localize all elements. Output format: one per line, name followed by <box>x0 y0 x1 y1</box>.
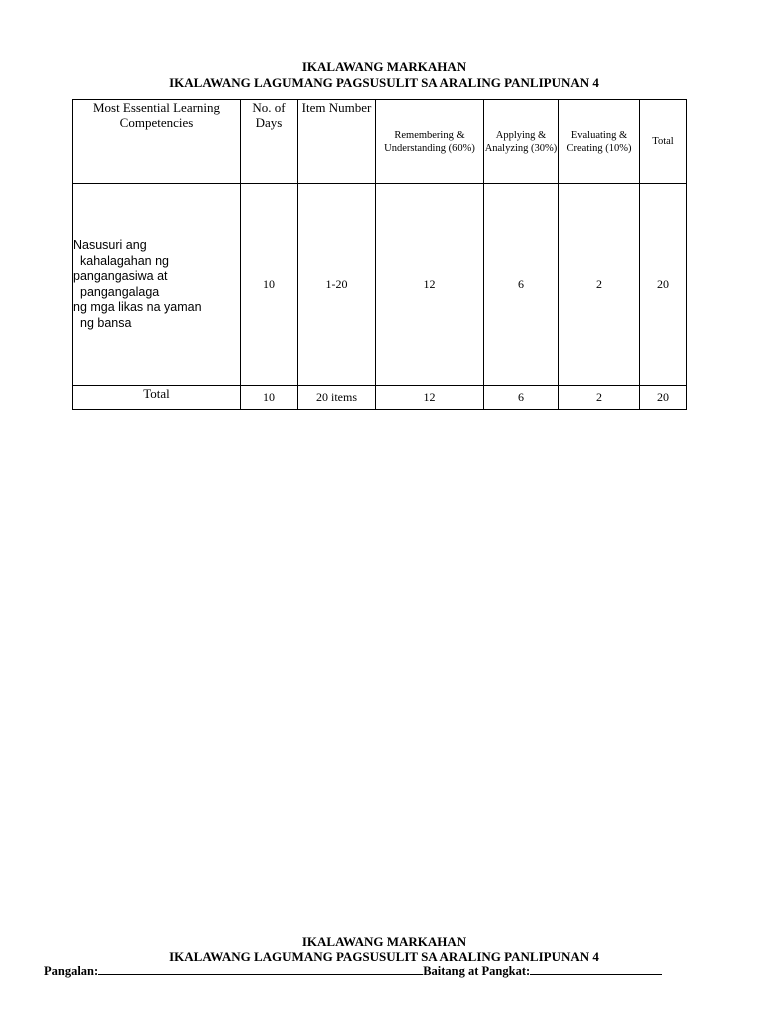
competency-line: pangangasiwa at <box>73 269 168 283</box>
competency-line: pangangalaga <box>80 284 160 299</box>
competency-line: ng mga likas na yaman <box>73 300 202 314</box>
header-days: No. of Days <box>241 100 298 184</box>
student-info-fields <box>44 963 744 979</box>
totals-total: 20 <box>640 386 687 410</box>
doc-title: IKALAWANG MARKAHAN <box>301 59 467 74</box>
footer-title: IKALAWANG MARKAHAN <box>301 934 467 949</box>
grade-label: Baitang at Pangkat: <box>423 964 531 978</box>
totals-evaluating: 2 <box>559 386 640 410</box>
name-label: Pangalan: <box>44 964 99 978</box>
header-evaluating: Evaluating & Creating (10%) <box>559 100 640 184</box>
header-remembering: Remembering & Understanding (60%) <box>376 100 484 184</box>
table-row <box>73 184 687 386</box>
totals-item-number: 20 items <box>298 386 376 410</box>
competency-cell <box>73 184 241 386</box>
item-number-cell: 1-20 <box>298 184 376 386</box>
table-header-row <box>73 100 687 184</box>
competency-line: ng bansa <box>80 315 132 330</box>
competency-line: kahalagahan ng <box>80 253 169 268</box>
applying-cell: 6 <box>484 184 559 386</box>
totals-applying: 6 <box>484 386 559 410</box>
header-total: Total <box>640 100 687 184</box>
header-applying: Applying & Analyzing (30%) <box>484 100 559 184</box>
total-cell: 20 <box>640 184 687 386</box>
doc-subtitle: IKALAWANG LAGUMANG PAGSUSULIT SA ARALING PANLIPUNAN 4 <box>169 75 599 90</box>
footer-subtitle: IKALAWANG LAGUMANG PAGSUSULIT SA ARALING PANLIPUNAN 4 <box>169 949 599 964</box>
totals-label: Total <box>73 386 241 410</box>
remembering-cell: 12 <box>376 184 484 386</box>
competency-line: Nasusuri ang <box>73 238 147 252</box>
header-competencies: Most Essential Learning Competencies <box>73 100 241 184</box>
evaluating-cell: 2 <box>559 184 640 386</box>
header-item-number: Item Number <box>298 100 376 184</box>
days-cell: 10 <box>241 184 298 386</box>
grade-input-line[interactable] <box>530 963 662 975</box>
totals-days: 10 <box>241 386 298 410</box>
name-input-line[interactable] <box>98 963 423 975</box>
table-of-specifications <box>72 99 687 410</box>
totals-remembering: 12 <box>376 386 484 410</box>
totals-row <box>73 386 687 410</box>
